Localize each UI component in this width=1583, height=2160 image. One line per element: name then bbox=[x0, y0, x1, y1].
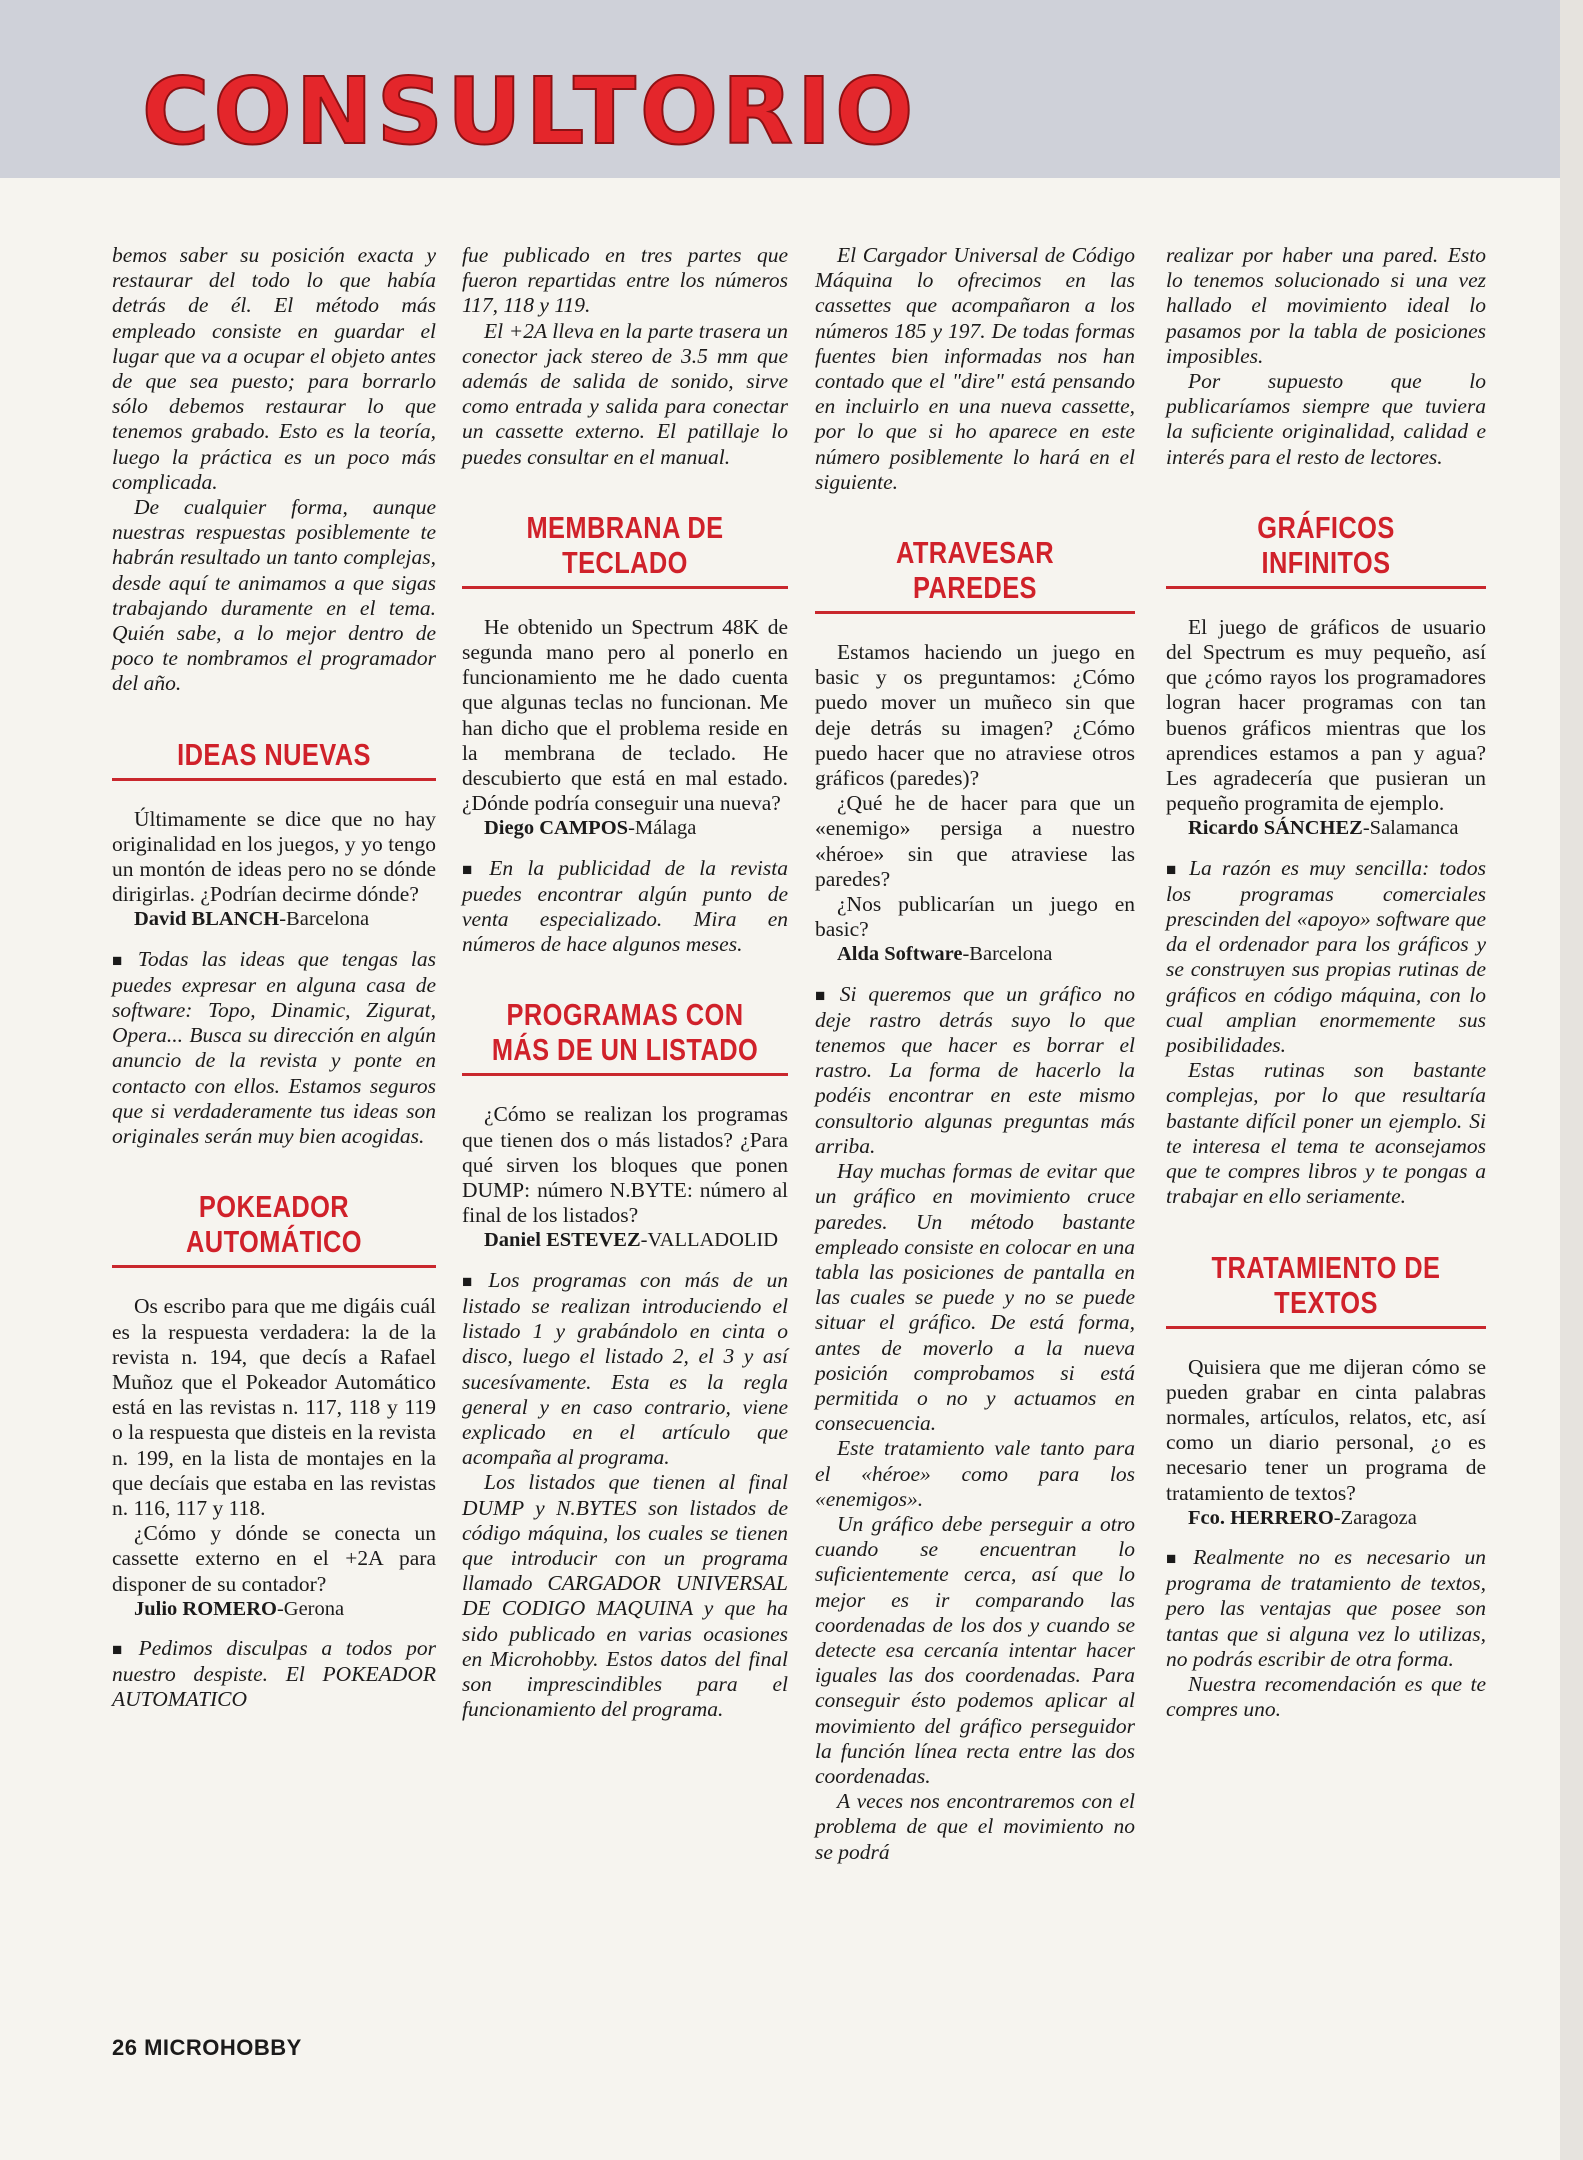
column-1 bbox=[112, 243, 436, 1713]
reader-signature bbox=[112, 907, 436, 932]
editor-answer: Hay muchas formas de evitar que un gráfico en movimiento cruce paredes. Un método bastante empleado consiste en colocar en una tabla las posiciones de pantalla en las cuales se puede y no se puede situar el gráfico. De está forma, antes de moverlo a la nueva posición comprobamos si está permitida o no y actuamos en consecuencia. bbox=[815, 1159, 1135, 1436]
reader-question: Os escribo para que me digáis cuál es la respuesta verdadera: la de la revista n. 194, que decís a Rafael Muñoz que el Pokeador Automático está en las revistas n. 117, 118 y 119 o la respuesta que disteis en la revista n. 199, en la lista de montajes en la que decíais que estaba en las revistas n. 116, 117 y 118. bbox=[112, 1294, 436, 1520]
reader-signature bbox=[462, 1228, 788, 1253]
reader-name: Fco. HERRERO bbox=[1188, 1506, 1334, 1529]
reader-question: He obtenido un Spectrum 48K de segunda mano pero al ponerlo en funcionamiento me he dado cuenta que algunas teclas no funcionan. Me han dicho que el problema reside en la membrana de teclado. He descubierto que está en mal estado. ¿Dónde podría conseguir una nueva? bbox=[462, 614, 788, 816]
answer-bullet-icon: ■ bbox=[1166, 859, 1182, 879]
reader-signature bbox=[1166, 816, 1486, 841]
reader-name: Alda Software bbox=[837, 943, 963, 966]
answer-text: La razón es muy sencilla: todos los programas comerciales prescinden del «apoyo» software que da el ordenador para los gráficos y se construyen sus propias rutinas de gráficos en código máquina, con lo cual amplian enormemente sus posibilidades. bbox=[1166, 855, 1486, 1058]
editor-answer: realizar por haber una pared. Esto lo tenemos solucionado si una vez hallado el movimiento ideal lo pasamos por la tabla de posiciones imposibles. bbox=[1166, 243, 1486, 368]
reader-city: -Málaga bbox=[628, 817, 697, 840]
editor-answer bbox=[1166, 856, 1486, 1059]
reader-signature bbox=[815, 942, 1135, 967]
answer-text: Si queremos que un gráfico no deje rastro detrás suyo lo que tenemos que hacer es borrar el rastro. La forma de hacerlo la podéis encontrar en este mismo consultorio algunas preguntas más arriba. bbox=[815, 981, 1135, 1158]
editor-answer: Nuestra recomendación es que te compres uno. bbox=[1166, 1671, 1486, 1722]
page-edge bbox=[1560, 0, 1583, 2160]
header-banner bbox=[0, 0, 1560, 178]
reader-signature bbox=[1166, 1506, 1486, 1531]
editor-answer: Estas rutinas son bastante complejas, por lo que resultaría bastante difícil poner un ejemplo. Si te interesa el tema te aconsejamos que te compres libros y te pongas a trabajar en ello seriamente. bbox=[1166, 1058, 1486, 1209]
section-heading: PROGRAMAS CON MÁS DE UN LISTADO bbox=[491, 997, 759, 1068]
answer-text: Pedimos disculpas a todos por nuestro despiste. El POKEADOR AUTOMATICO bbox=[112, 1635, 436, 1712]
editor-answer: Un gráfico debe perseguir a otro cuando se encuentran lo suficientemente cerca, así que lo mejor es ir comparando las coordenadas de los dos y cuando se detecte esa cercanía intentar hacer iguales las dos coordenadas. Para conseguir ésto podemos aplicar al movimiento del gráfico perseguidor la función línea recta entre las dos coordenadas. bbox=[815, 1511, 1135, 1788]
editor-answer bbox=[462, 856, 788, 958]
answer-bullet-icon: ■ bbox=[815, 985, 832, 1005]
reader-city: -Barcelona bbox=[962, 943, 1053, 966]
editor-answer: Los listados que tienen al final DUMP y N.BYTES son listados de código máquina, los cuales se tienen que introducir con un programa llamado CARGADOR UNIVERSAL DE CODIGO MAQUINA y que ha sido publicado en varias ocasiones en Microhobby. Estos datos del final son imprescindibles para el funcionamiento del programa. bbox=[462, 1470, 788, 1722]
reader-city: -Barcelona bbox=[279, 908, 370, 931]
editor-answer: De cualquier forma, aunque nuestras respuestas posiblemente te habrán resultado un tanto complejas, desde aquí te animamos a que sigas trabajando duramente en el tema. Quién sabe, a lo mejor dentro de poco te nombramos el programador del año. bbox=[112, 495, 436, 696]
editor-answer bbox=[815, 982, 1135, 1159]
editor-answer: El Cargador Universal de Código Máquina lo ofrecimos en las cassettes que acompañaron a los números 185 y 197. De todas formas fuentes bien informadas nos han contado que el "dire" está pensando en incluirlo en una nueva cassette, por lo que si ho aparece en este número posiblemente lo hará en el siguiente. bbox=[815, 243, 1135, 494]
heading-rule bbox=[815, 611, 1135, 614]
answer-bullet-icon: ■ bbox=[112, 950, 130, 970]
reader-city: -Salamanca bbox=[1362, 817, 1459, 840]
answer-bullet-icon: ■ bbox=[112, 1639, 131, 1659]
reader-question: ¿Qué he de hacer para que un «enemigo» persiga a nuestro «héroe» sin que atraviese las paredes? bbox=[815, 791, 1135, 891]
answer-bullet-icon: ■ bbox=[462, 1271, 481, 1291]
editor-answer bbox=[1166, 1545, 1486, 1672]
section-heading: IDEAS NUEVAS bbox=[177, 736, 371, 772]
editor-answer: fue publicado en tres partes que fueron repartidas entre los números 117, 118 y 119. bbox=[462, 243, 788, 318]
section-heading: TRATAMIENTO DE TEXTOS bbox=[1211, 1249, 1441, 1320]
answer-text: Todas las ideas que tengas las puedes expresar en alguna casa de software: Topo, Dinamic, Zigurat, Opera... Busca su dirección en algún anuncio de la revista y ponte en contacto con ellos. Estamos seguros que si verdaderamente tus ideas son originales serán muy bien acogidas. bbox=[112, 946, 436, 1149]
reader-question: Estamos haciendo un juego en basic y os preguntamos: ¿Cómo puedo mover un muñeco sin que deje detrás su imagen? ¿Cómo puedo hacer que no atraviese otros gráficos (paredes)? bbox=[815, 640, 1135, 791]
reader-name: Ricardo SÁNCHEZ bbox=[1188, 817, 1363, 840]
editor-answer bbox=[112, 947, 436, 1150]
editor-answer bbox=[462, 1268, 788, 1471]
section-title: CONSULTORIO bbox=[142, 58, 918, 165]
reader-signature bbox=[462, 816, 788, 841]
heading-rule bbox=[1166, 586, 1486, 589]
reader-city: -Gerona bbox=[276, 1597, 345, 1620]
section-heading: GRÁFICOS INFINITOS bbox=[1257, 509, 1395, 580]
reader-name: Diego CAMPOS bbox=[484, 817, 629, 840]
answer-bullet-icon: ■ bbox=[462, 859, 482, 879]
section-heading: MEMBRANA DE TECLADO bbox=[526, 509, 724, 580]
editor-answer: El +2A lleva en la parte trasera un conector jack stereo de 3.5 mm que además de salida de sonido, sirve como entrada y salida para conectar un cassette externo. El patillaje lo puedes consultar en el manual. bbox=[462, 318, 788, 469]
heading-rule bbox=[112, 1265, 436, 1268]
heading-rule bbox=[1166, 1326, 1486, 1329]
editor-answer bbox=[112, 1636, 436, 1713]
column-3 bbox=[815, 243, 1135, 1865]
column-2 bbox=[462, 243, 788, 1722]
reader-question: Quisiera que me dijeran cómo se pueden grabar en cinta palabras normales, artículos, relatos, etc, así como un diario personal, ¿o es necesario tener un programa de tratamiento de textos? bbox=[1166, 1354, 1486, 1505]
editor-answer: Este tratamiento vale tanto para el «héroe» como para los «enemigos». bbox=[815, 1436, 1135, 1511]
reader-question: ¿Cómo y dónde se conecta un cassette externo en el +2A para disponer de su contador? bbox=[112, 1521, 436, 1596]
editor-answer: bemos saber su posición exacta y restaurar del todo lo que había detrás de él. El método más empleado consiste en guardar el lugar que va a ocupar el objeto antes de que sea puesto; para borrarlo sólo debemos restaurar lo que tenemos grabado. Esto es la teoría, luego la práctica es un poco más complicada. bbox=[112, 243, 436, 494]
reader-signature bbox=[112, 1597, 436, 1622]
reader-question: ¿Cómo se realizan los programas que tienen dos o más listados? ¿Para qué sirven los bloques que ponen DUMP: número N.BYTE: número al final de los listados? bbox=[462, 1102, 788, 1228]
heading-rule bbox=[462, 586, 788, 589]
reader-name: Julio ROMERO bbox=[134, 1597, 277, 1620]
answer-text: En la publicidad de la revista puedes encontrar algún punto de venta especializado. Mira en números de hace algunos meses. bbox=[462, 855, 788, 957]
column-4 bbox=[1166, 243, 1486, 1722]
answer-text: Los programas con más de un listado se realizan introduciendo el listado 1 y grabándolo en cinta o disco, luego el listado 2, el 3 y así sucesívamente. Esta es la regla general y en caso contrario, viene explicado en el artículo que acompaña al programa. bbox=[462, 1267, 788, 1470]
answer-text: Realmente no es necesario un programa de tratamiento de textos, pero las ventajas que posee son tantas que si alguna vez lo utilizas, no podrás escribir de otra forma. bbox=[1166, 1544, 1486, 1671]
section-heading: POKEADOR AUTOMÁTICO bbox=[186, 1189, 362, 1260]
heading-rule bbox=[112, 778, 436, 781]
answer-bullet-icon: ■ bbox=[1166, 1548, 1186, 1568]
reader-city: -Zaragoza bbox=[1333, 1506, 1417, 1529]
editor-answer: A veces nos encontraremos con el problema de que el movimiento no se podrá bbox=[815, 1789, 1135, 1864]
heading-rule bbox=[462, 1073, 788, 1076]
editor-answer: Por supuesto que lo publicaríamos siempre que tuviera la suficiente originalidad, calidad e interés para el resto de lectores. bbox=[1166, 369, 1486, 469]
reader-name: Daniel ESTEVEZ bbox=[484, 1229, 641, 1252]
reader-question: ¿Nos publicarían un juego en basic? bbox=[815, 892, 1135, 942]
reader-city: -VALLADOLID bbox=[640, 1229, 779, 1252]
reader-name: David BLANCH bbox=[134, 908, 280, 931]
page-folio: 26 MICROHOBBY bbox=[112, 2035, 302, 2060]
section-heading: ATRAVESAR PAREDES bbox=[895, 535, 1055, 606]
reader-question: El juego de gráficos de usuario del Spectrum es muy pequeño, así que ¿cómo rayos los programadores logran hacer programas con tan buenos gráficos mientras que los aprendices estamos a pan y agua? Les agradecería que pusieran un pequeño programita de ejemplo. bbox=[1166, 614, 1486, 816]
reader-question: Últimamente se dice que no hay originalidad en los juegos, y yo tengo un montón de ideas pero no se dónde dirigirlas. ¿Podrían decirme dónde? bbox=[112, 806, 436, 907]
